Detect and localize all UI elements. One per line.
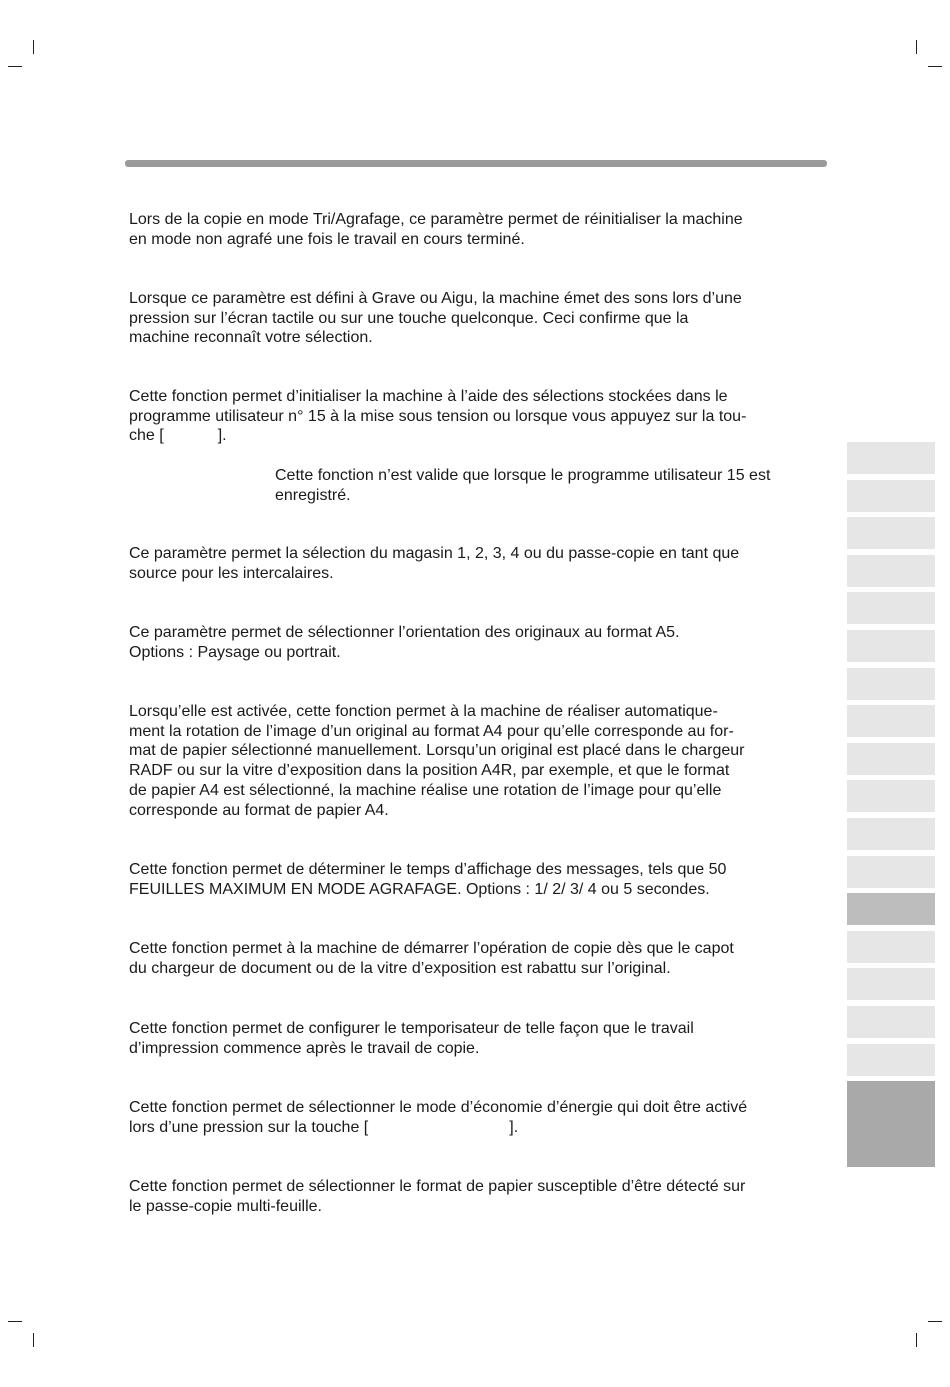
paragraph-line: en mode non agrafé une fois le travail en cours terminé. (129, 230, 525, 248)
chapter-tab[interactable] (847, 856, 935, 888)
chapter-tab[interactable] (847, 592, 935, 624)
paragraph-line: Cette fonction permet de configurer le temporisateur de telle façon que le travail (129, 1020, 694, 1037)
paragraph-key-sound (129, 289, 821, 348)
chapter-tab[interactable] (847, 668, 935, 700)
paragraph-line: Ce paramètre permet la sélection du magasin 1, 2, 3, 4 ou du passe-copie en tant que (129, 545, 740, 562)
paragraph-initial-settings (129, 387, 821, 446)
paragraph-line: d’impression commence après le travail de copie. (129, 1039, 480, 1057)
paragraph-line-suffix: ]. (509, 1118, 519, 1136)
crop-mark-top-right-v (916, 40, 917, 54)
paragraph-line: Cette fonction permet de sélectionner le format de papier susceptible d’être détecté sur (129, 1178, 746, 1195)
paragraph-line: Cette fonction permet à la machine de démarrer l’opération de copie dès que le capot (129, 940, 734, 957)
paragraph-line: programme utilisateur n° 15 à la mise sous tension ou lorsque vous appuyez sur la tou- (129, 407, 747, 425)
paragraph-line: Cette fonction permet de sélectionner le mode d’économie d’énergie qui doit être activé (129, 1099, 748, 1116)
crop-mark-bottom-left-v (33, 1333, 34, 1347)
paragraph-line: corresponde au format de papier A4. (129, 801, 389, 819)
chapter-tab[interactable] (847, 743, 935, 775)
paragraph-line: le passe-copie multi-feuille. (129, 1197, 322, 1215)
paragraph-a5-orientation (129, 623, 821, 662)
paragraph-insert-source (129, 544, 821, 583)
chapter-tab-large[interactable] (847, 1081, 935, 1167)
note-line: enregistré. (275, 486, 351, 504)
paragraph-line: Options : Paysage ou portrait. (129, 643, 341, 661)
crop-mark-top-left-h (8, 66, 22, 67)
chapter-tab-active[interactable] (847, 893, 935, 925)
paragraph-line: de papier A4 est sélectionné, la machine réalise une rotation de l’image pour qu’elle (129, 781, 722, 799)
paragraph-line-prefix: che [ (129, 427, 164, 445)
paragraph-message-time (129, 860, 821, 899)
crop-mark-top-left-v (33, 40, 34, 54)
paragraph-line: Ce paramètre permet de sélectionner l’orientation des originaux au format A5. (129, 624, 680, 641)
chapter-tab[interactable] (847, 931, 935, 963)
chapter-tab[interactable] (847, 780, 935, 812)
note-user-program-15 (275, 466, 821, 505)
paragraph-line-prefix: lors d’une pression sur la touche [ (129, 1118, 369, 1136)
paragraph-line: mat de papier sélectionné manuellement. Lorsqu’un original est placé dans le chargeur (129, 742, 745, 760)
chapter-tab[interactable] (847, 818, 935, 850)
chapter-tab[interactable] (847, 517, 935, 549)
chapter-tab[interactable] (847, 1006, 935, 1038)
chapter-tab[interactable] (847, 968, 935, 1000)
paragraph-line: Lors de la copie en mode Tri/Agrafage, ce paramètre permet de réinitialiser la machine (129, 211, 743, 228)
paragraph-line: Lorsque ce paramètre est défini à Grave ou Aigu, la machine émet des sons lors d’une (129, 290, 742, 307)
paragraph-line: Lorsqu’elle est activée, cette fonction permet à la machine de réaliser automatique- (129, 703, 718, 720)
crop-mark-top-right-h (928, 66, 942, 67)
paragraph-line: ment la rotation de l’image d’un original au format A4 pour qu’elle corresponde au for- (129, 722, 734, 740)
paragraph-line: FEUILLES MAXIMUM EN MODE AGRAFAGE. Options : 1/ 2/ 3/ 4 ou 5 secondes. (129, 880, 710, 898)
paragraph-line: pression sur l’écran tactile ou sur une touche quelconque. Ceci confirme que la (129, 309, 689, 327)
paragraph-line: Cette fonction permet de déterminer le temps d’affichage des messages, tels que 50 (129, 861, 727, 878)
paragraph-line: Cette fonction permet d’initialiser la machine à l’aide des sélections stockées dans le (129, 388, 728, 405)
chapter-tab[interactable] (847, 480, 935, 512)
paragraph-line (129, 426, 821, 446)
chapter-tab[interactable] (847, 630, 935, 662)
header-rule (125, 160, 827, 167)
chapter-tab[interactable] (847, 705, 935, 737)
paragraph-sort-staple-reset (129, 210, 821, 249)
paragraph-line: source pour les intercalaires. (129, 564, 334, 582)
paragraph-line: du chargeur de document ou de la vitre d’exposition est rabattu sur l’original. (129, 959, 671, 977)
paragraph-line: RADF ou sur la vitre d’exposition dans la position A4R, par exemple, et que le format (129, 762, 730, 780)
paragraph-auto-start (129, 939, 821, 978)
paragraph-line: machine reconnaît votre sélection. (129, 329, 373, 347)
paragraph-line-suffix: ]. (217, 427, 227, 445)
paragraph-print-timer (129, 1019, 821, 1058)
crop-mark-bottom-left-h (8, 1321, 22, 1322)
chapter-tab[interactable] (847, 1044, 935, 1076)
paragraph-auto-rotation (129, 702, 821, 820)
chapter-tab[interactable] (847, 442, 935, 474)
chapter-tab-strip (847, 442, 935, 1167)
note-line: Cette fonction n’est valide que lorsque le programme utilisateur 15 est (275, 467, 771, 484)
paragraph-energy-saver (129, 1098, 821, 1137)
crop-mark-bottom-right-v (916, 1333, 917, 1347)
paragraph-bypass-paper-size (129, 1177, 821, 1216)
chapter-tab[interactable] (847, 555, 935, 587)
crop-mark-bottom-right-h (928, 1321, 942, 1322)
paragraph-line (129, 1118, 821, 1138)
